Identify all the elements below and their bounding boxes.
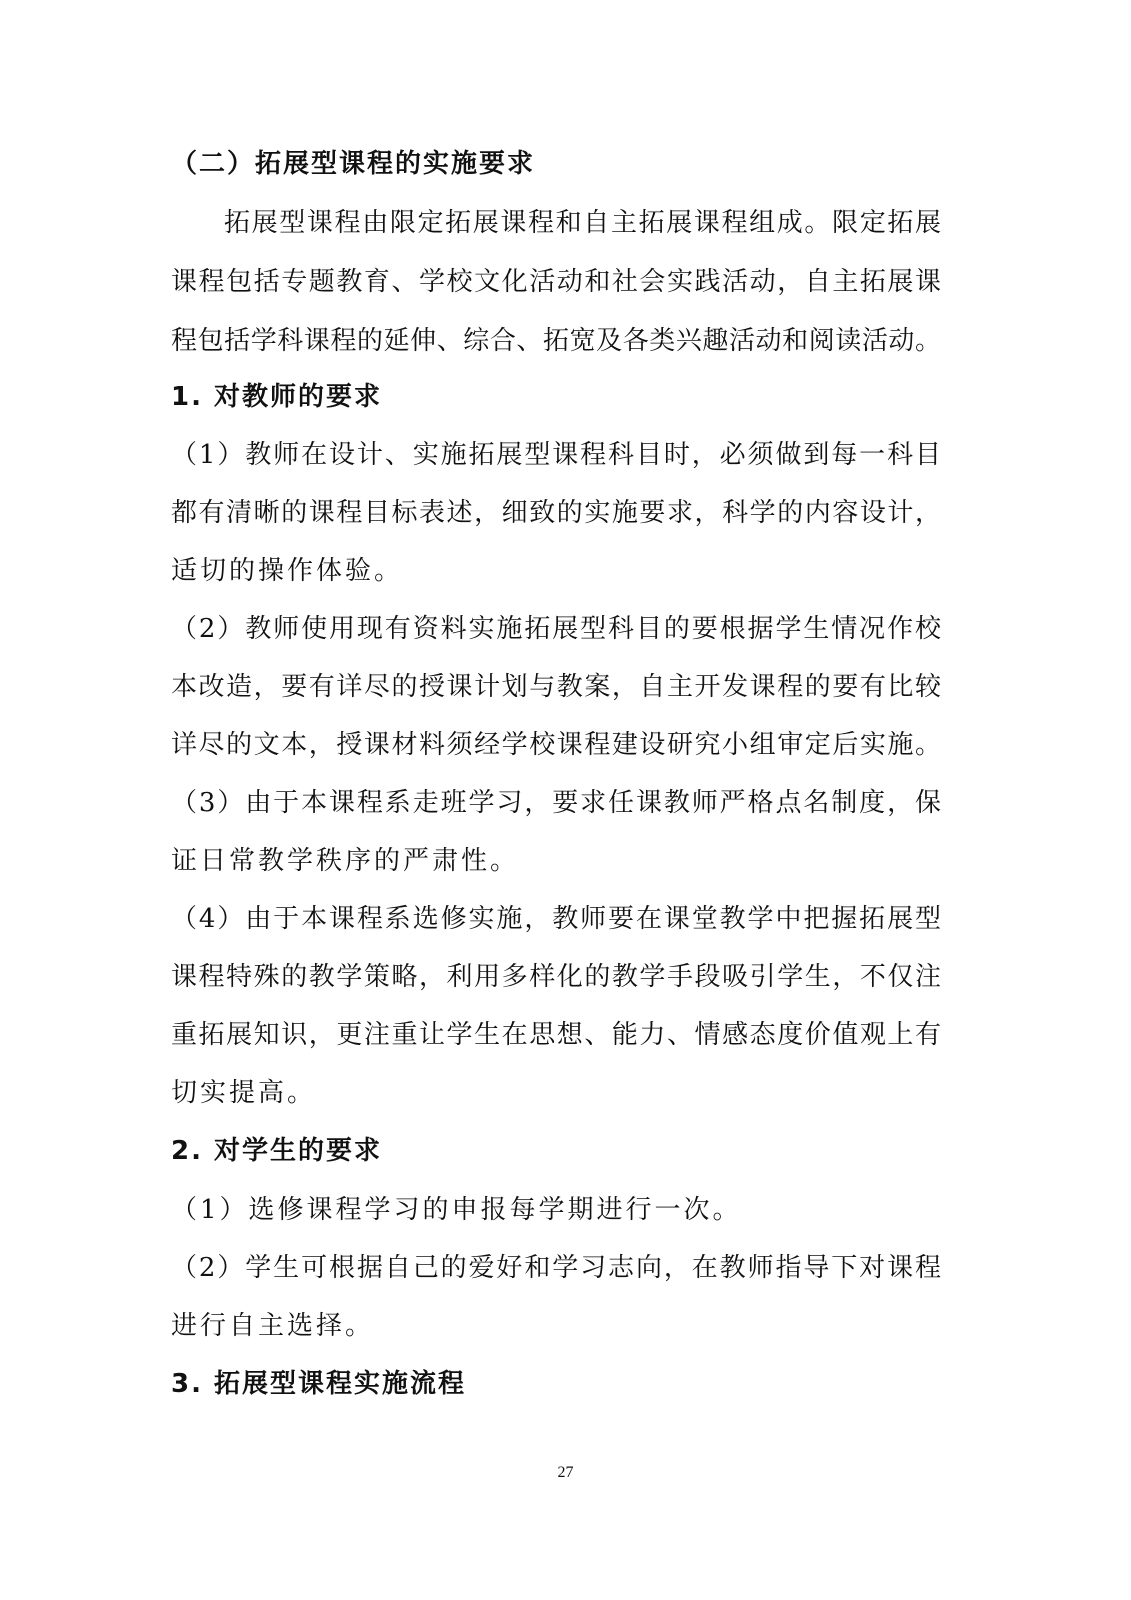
students-line-2: （2）学生可根据自己的爱好和学习志向，在教师指导下对课程: [171, 1253, 941, 1283]
page-number: 27: [557, 1464, 574, 1481]
intro-line-2: 课程包括专题教育、学校文化活动和社会实践活动，自主拓展课: [171, 267, 941, 297]
teachers-heading: 1. 对教师的要求: [171, 382, 383, 412]
teachers-line-1: （1）教师在设计、实施拓展型课程科目时，必须做到每一科目: [171, 440, 941, 470]
teachers-line-6: 详尽的文本，授课材料须经学校课程建设研究小组审定后实施。: [171, 730, 941, 760]
teachers-line-7: （3）由于本课程系走班学习，要求任课教师严格点名制度，保: [171, 788, 941, 818]
section-heading: （二）拓展型课程的实施要求: [171, 149, 536, 179]
students-line-1: （1）选修课程学习的申报每学期进行一次。: [171, 1195, 742, 1225]
teachers-line-8: 证日常教学秩序的严肃性。: [171, 846, 520, 876]
teachers-line-12: 切实提高。: [171, 1078, 317, 1108]
teachers-line-10: 课程特殊的教学策略，利用多样化的教学手段吸引学生，不仅注: [171, 962, 941, 992]
intro-line-1: 拓展型课程由限定拓展课程和自主拓展课程组成。限定拓展: [224, 208, 941, 238]
teachers-line-11: 重拓展知识，更注重让学生在思想、能力、情感态度价值观上有: [171, 1020, 941, 1050]
teachers-line-3: 适切的操作体验。: [171, 556, 404, 586]
teachers-line-5: 本改造，要有详尽的授课计划与教案，自主开发课程的要有比较: [171, 672, 941, 702]
process-heading: 3. 拓展型课程实施流程: [171, 1369, 467, 1399]
intro-line-3: 程包括学科课程的延伸、综合、拓宽及各类兴趣活动和阅读活动。: [171, 326, 941, 356]
students-heading: 2. 对学生的要求: [171, 1136, 383, 1166]
teachers-line-4: （2）教师使用现有资料实施拓展型科目的要根据学生情况作校: [171, 614, 941, 644]
teachers-line-9: （4）由于本课程系选修实施，教师要在课堂教学中把握拓展型: [171, 904, 941, 934]
teachers-line-2: 都有清晰的课程目标表述，细致的实施要求，科学的内容设计，: [171, 498, 941, 528]
students-line-3: 进行自主选择。: [171, 1311, 375, 1341]
